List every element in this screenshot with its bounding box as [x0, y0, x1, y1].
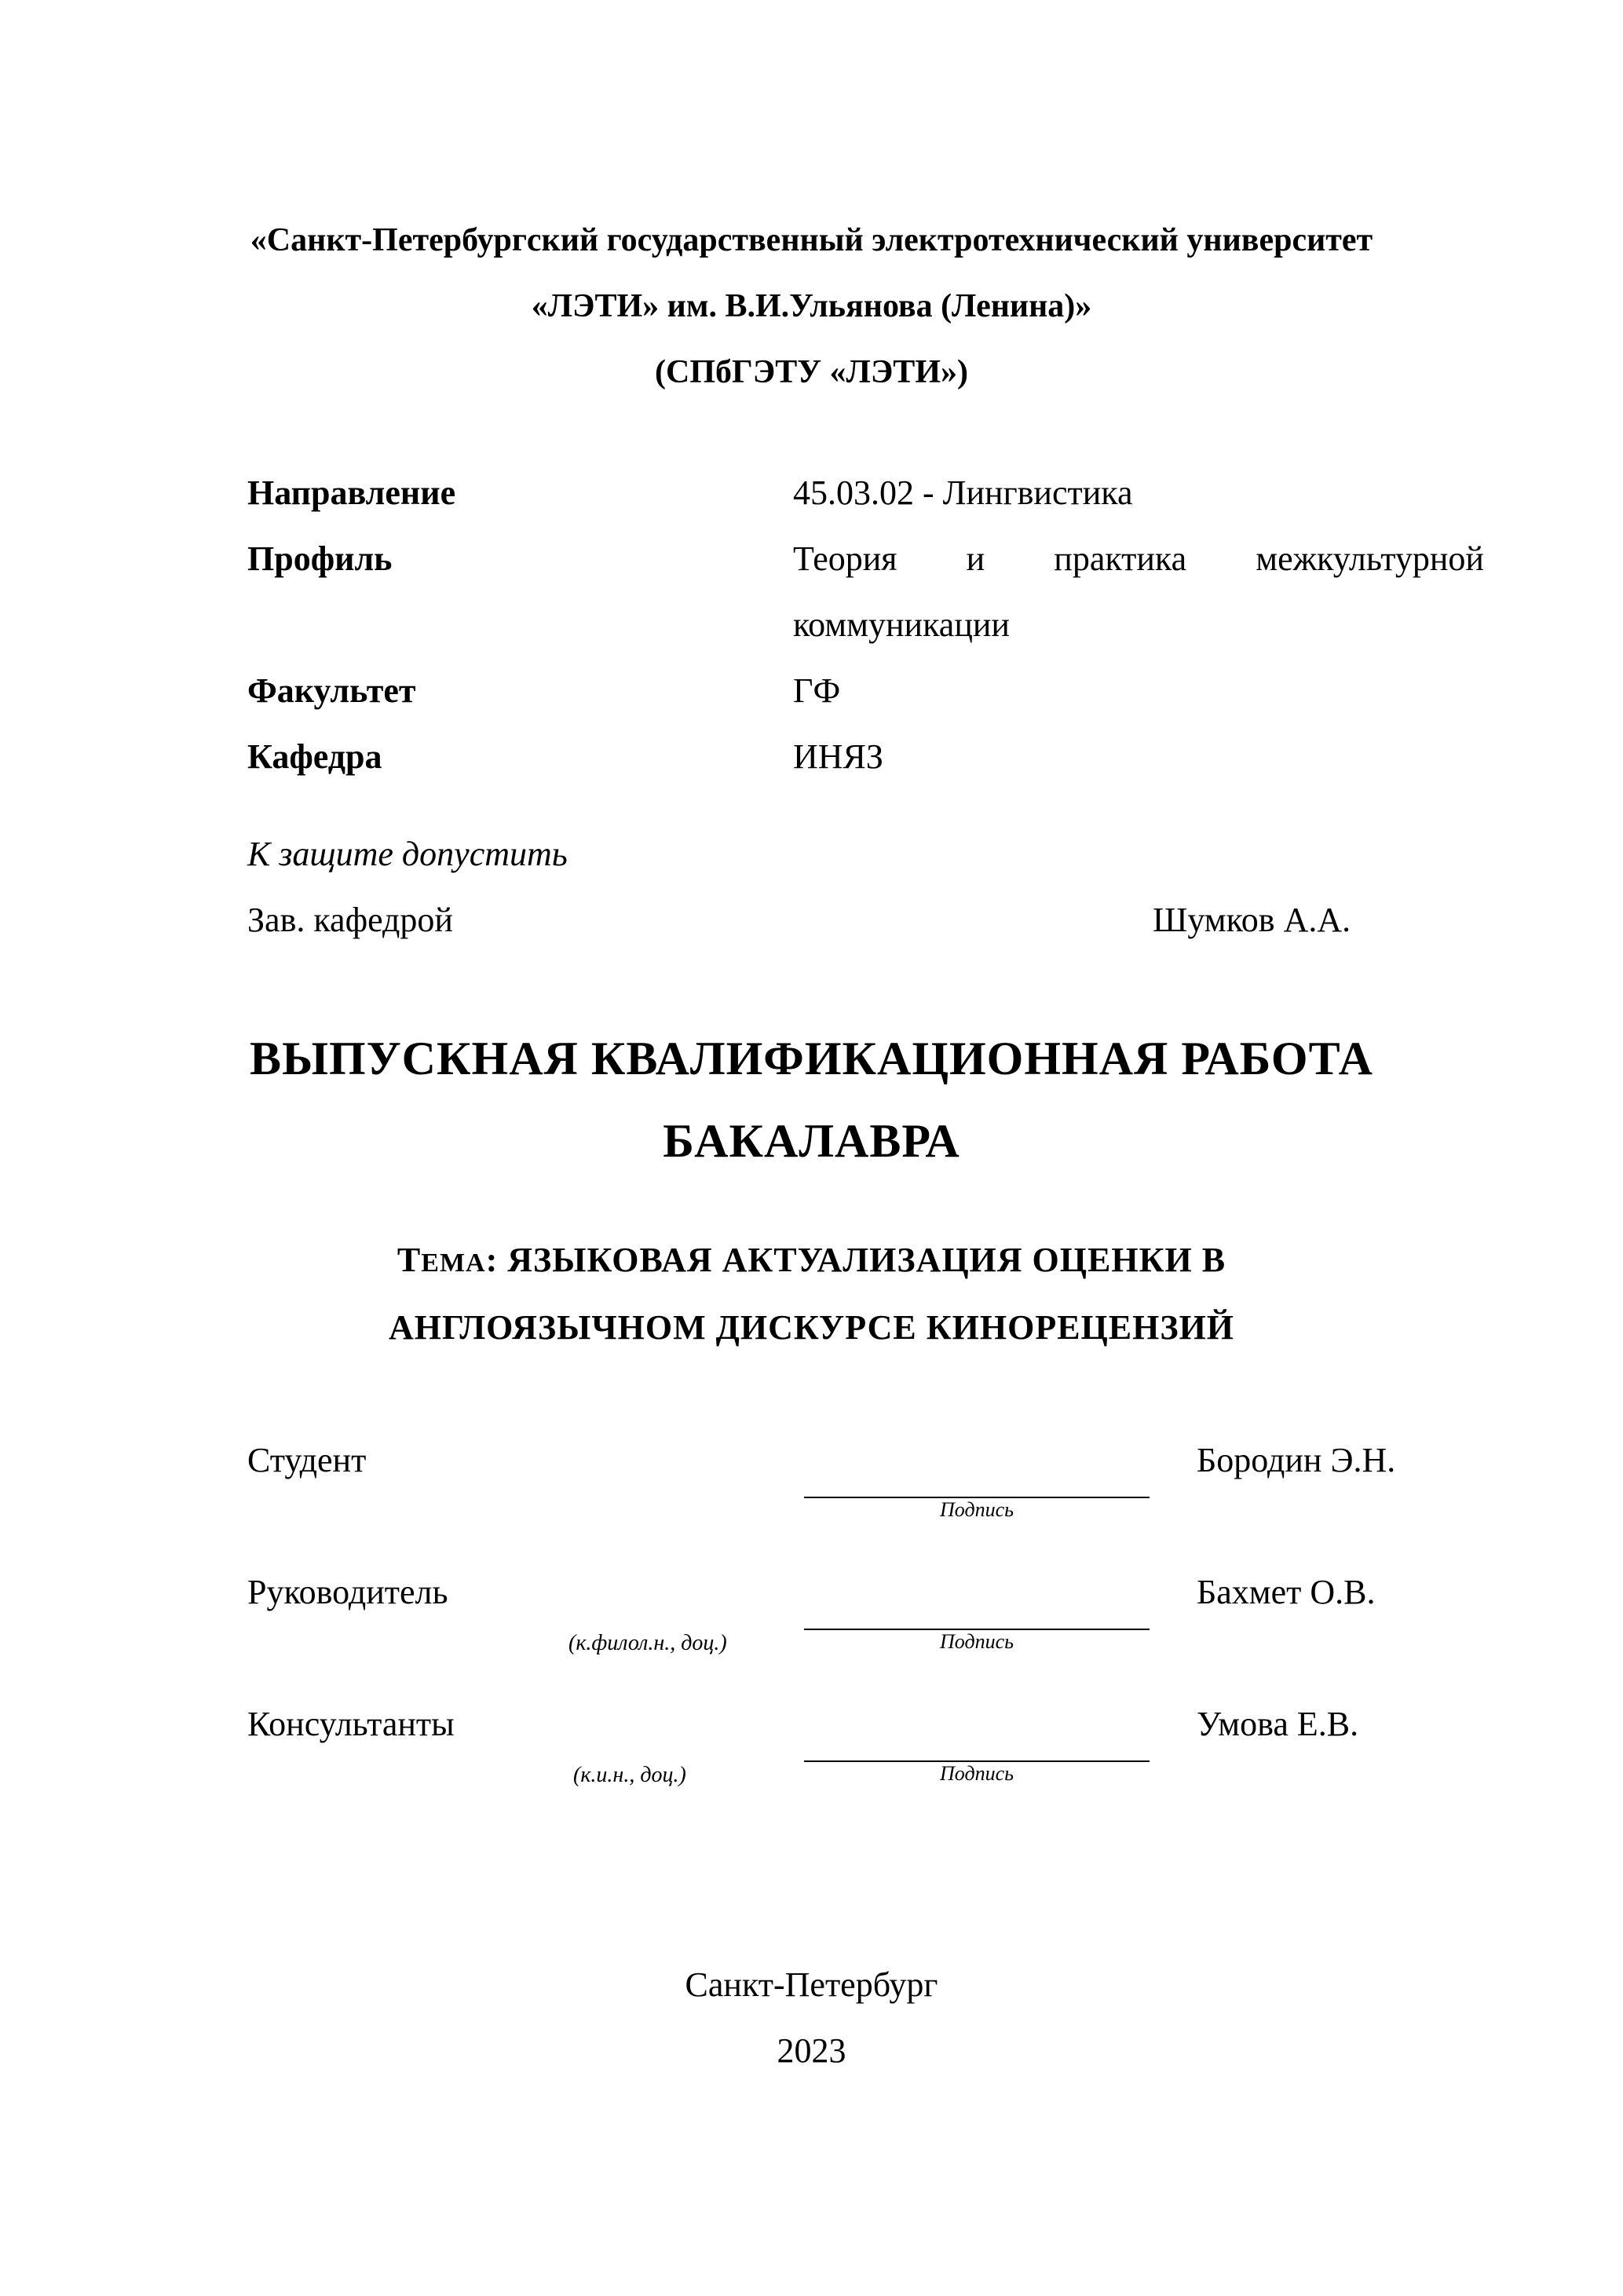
- supervisor-name: Бахмет О.В.: [1197, 1573, 1376, 1611]
- head-of-department-name: Шумков А.А.: [1153, 901, 1351, 939]
- work-title-line2: БАКАЛАВРА: [663, 1115, 960, 1167]
- faculty-value: ГФ: [793, 671, 841, 710]
- university-name-line2: «ЛЭТИ» им. В.И.Ульянова (Ленина)»: [531, 288, 1092, 324]
- profile-word: Теория: [793, 539, 897, 578]
- consultant-signature-caption: Подпись: [940, 1762, 1014, 1785]
- supervisor-degree: (к.филол.н., доц.): [568, 1631, 727, 1655]
- department-value: ИНЯЗ: [793, 737, 883, 776]
- supervisor-signature-caption: Подпись: [940, 1630, 1014, 1653]
- faculty-label: Факультет: [247, 671, 416, 710]
- direction-value: 45.03.02 - Лингвистика: [793, 473, 1133, 512]
- consultants-role: Консультанты: [247, 1705, 455, 1743]
- consultant-degree: (к.и.н., доц.): [573, 1763, 686, 1787]
- topic-title-part1: ЯЗЫКОВАЯ АКТУАЛИЗАЦИЯ ОЦЕНКИ В: [507, 1241, 1226, 1279]
- profile-value-line2: коммуникации: [793, 605, 1010, 644]
- approval-label: К защите допустить: [247, 835, 568, 873]
- university-abbreviation: (СПбГЭТУ «ЛЭТИ»): [655, 354, 968, 390]
- footer-year: 2023: [777, 2031, 846, 2070]
- direction-label: Направление: [247, 473, 456, 512]
- topic-line1: [0, 1225, 1623, 1299]
- topic-line2: АНГЛОЯЗЫЧНОМ ДИСКУРСЕ КИНОРЕЦЕНЗИЙ: [388, 1308, 1235, 1347]
- topic-prefix-initial: Т: [397, 1241, 422, 1279]
- profile-label: Профиль: [247, 539, 393, 578]
- student-signature-caption: Подпись: [940, 1498, 1014, 1521]
- profile-value-line1: [793, 526, 1484, 592]
- profile-word: межкультурной: [1256, 539, 1484, 578]
- profile-word: практика: [1054, 539, 1187, 578]
- department-label: Кафедра: [247, 737, 382, 776]
- topic-prefix-colon: :: [485, 1241, 499, 1279]
- supervisor-role: Руководитель: [247, 1573, 448, 1611]
- university-name-line1: «Санкт-Петербургский государственный электротехнический университет: [250, 222, 1373, 258]
- work-title-line1: ВЫПУСКНАЯ КВАЛИФИКАЦИОННАЯ РАБОТА: [250, 1033, 1373, 1084]
- profile-word: и: [966, 539, 985, 578]
- student-name: Бородин Э.Н.: [1197, 1441, 1396, 1479]
- topic-prefix-rest: ЕМА: [421, 1249, 486, 1278]
- consultant-name: Умова Е.В.: [1197, 1705, 1359, 1743]
- footer-city: Санкт-Петербург: [685, 1965, 938, 2004]
- student-role: Студент: [247, 1441, 367, 1479]
- head-of-department-label: Зав. кафедрой: [247, 901, 453, 939]
